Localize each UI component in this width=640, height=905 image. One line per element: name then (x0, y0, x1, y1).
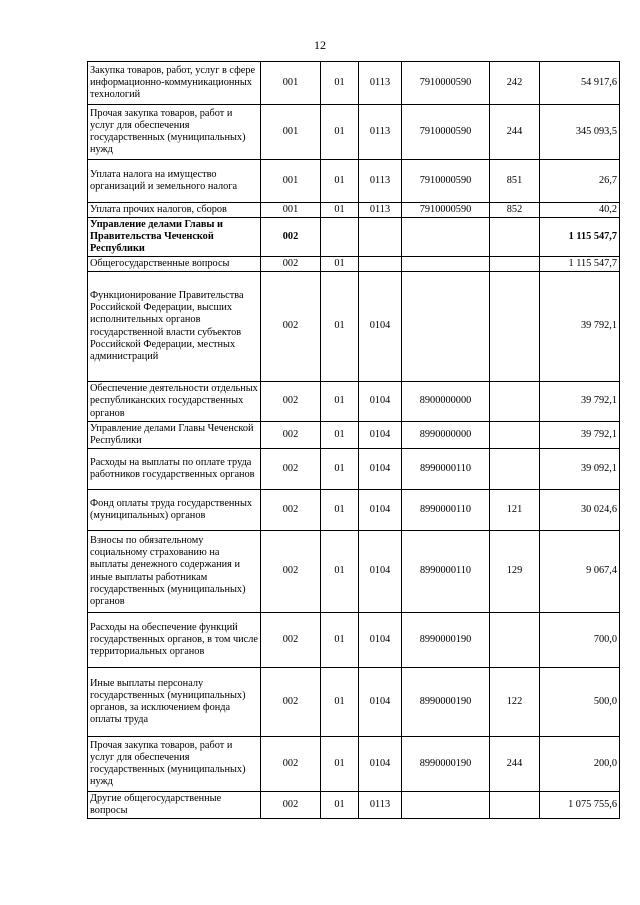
cell-rz: 01 (321, 668, 359, 737)
cell-amount: 39 792,1 (540, 422, 620, 449)
cell-rz: 01 (321, 792, 359, 819)
table-row (88, 490, 620, 531)
cell-rz: 01 (321, 272, 359, 382)
cell-pr: 0104 (359, 490, 402, 531)
cell-pr: 0104 (359, 613, 402, 668)
cell-amount: 700,0 (540, 613, 620, 668)
cell-rz: 01 (321, 105, 359, 160)
cell-ved: 002 (261, 792, 321, 819)
cell-amount: 500,0 (540, 668, 620, 737)
cell-rz: 01 (321, 613, 359, 668)
cell-ved: 001 (261, 203, 321, 218)
cell-ved: 002 (261, 613, 321, 668)
cell-rz: 01 (321, 531, 359, 613)
cell-name: Управление делами Главы и Правительства Чеченской Республики (88, 218, 261, 257)
cell-vr (490, 422, 540, 449)
cell-vr (490, 613, 540, 668)
cell-amount: 30 024,6 (540, 490, 620, 531)
budget-table (87, 61, 620, 819)
cell-vr: 851 (490, 160, 540, 203)
table-row (88, 203, 620, 218)
cell-rz: 01 (321, 422, 359, 449)
cell-pr: 0113 (359, 160, 402, 203)
page-number: 12 (314, 38, 326, 52)
cell-pr: 0104 (359, 449, 402, 490)
table-row (88, 160, 620, 203)
table-row (88, 531, 620, 613)
cell-amount: 1 075 755,6 (540, 792, 620, 819)
cell-ved: 001 (261, 160, 321, 203)
table-row (88, 272, 620, 382)
cell-csr (402, 218, 490, 257)
cell-ved: 001 (261, 62, 321, 105)
cell-pr: 0113 (359, 105, 402, 160)
cell-rz: 01 (321, 382, 359, 422)
cell-csr: 8990000190 (402, 613, 490, 668)
cell-csr: 8990000190 (402, 737, 490, 792)
cell-rz (321, 218, 359, 257)
cell-name: Другие общегосударственные вопросы (88, 792, 261, 819)
cell-amount: 40,2 (540, 203, 620, 218)
cell-csr: 8990000190 (402, 668, 490, 737)
cell-csr: 8990000110 (402, 449, 490, 490)
cell-amount: 26,7 (540, 160, 620, 203)
cell-vr (490, 382, 540, 422)
cell-csr (402, 792, 490, 819)
cell-csr (402, 272, 490, 382)
cell-amount: 39 092,1 (540, 449, 620, 490)
cell-vr (490, 218, 540, 257)
cell-pr: 0104 (359, 382, 402, 422)
cell-vr: 242 (490, 62, 540, 105)
table-row (88, 613, 620, 668)
table-row (88, 449, 620, 490)
cell-rz: 01 (321, 737, 359, 792)
table-row (88, 382, 620, 422)
cell-amount: 345 093,5 (540, 105, 620, 160)
cell-rz: 01 (321, 449, 359, 490)
cell-vr (490, 257, 540, 272)
cell-ved: 002 (261, 218, 321, 257)
cell-pr: 0104 (359, 668, 402, 737)
cell-rz: 01 (321, 160, 359, 203)
cell-amount: 9 067,4 (540, 531, 620, 613)
cell-csr: 8900000000 (402, 382, 490, 422)
cell-ved: 001 (261, 105, 321, 160)
cell-csr: 7910000590 (402, 160, 490, 203)
cell-ved: 002 (261, 490, 321, 531)
cell-csr: 7910000590 (402, 62, 490, 105)
cell-name: Иные выплаты персоналу государственных (муниципальных) органов, за исключением фонда оплаты труда (88, 668, 261, 737)
cell-vr: 244 (490, 737, 540, 792)
cell-rz: 01 (321, 203, 359, 218)
cell-ved: 002 (261, 668, 321, 737)
cell-amount: 54 917,6 (540, 62, 620, 105)
cell-name: Обеспечение деятельности отдельных республиканских государственных органов (88, 382, 261, 422)
cell-name: Уплата прочих налогов, сборов (88, 203, 261, 218)
cell-vr: 121 (490, 490, 540, 531)
table-row (88, 737, 620, 792)
cell-name: Прочая закупка товаров, работ и услуг для обеспечения государственных (муниципальных) нужд (88, 105, 261, 160)
cell-vr: 852 (490, 203, 540, 218)
cell-pr: 0113 (359, 62, 402, 105)
cell-name: Общегосударственные вопросы (88, 257, 261, 272)
cell-ved: 002 (261, 737, 321, 792)
cell-name: Функционирование Правительства Российской Федерации, высших исполнительных органов государственной власти субъектов Российской Федерации, местных администраций (88, 272, 261, 382)
cell-name: Расходы на выплаты по оплате труда работников государственных органов (88, 449, 261, 490)
cell-amount: 1 115 547,7 (540, 218, 620, 257)
cell-name: Закупка товаров, работ, услуг в сфере информационно-коммуникационных технологий (88, 62, 261, 105)
cell-ved: 002 (261, 257, 321, 272)
cell-rz: 01 (321, 62, 359, 105)
cell-pr: 0113 (359, 792, 402, 819)
cell-vr: 244 (490, 105, 540, 160)
cell-name: Взносы по обязательному социальному страхованию на выплаты денежного содержания и иные выплаты работникам государственных (муниципальных) органов (88, 531, 261, 613)
cell-pr (359, 218, 402, 257)
cell-csr: 7910000590 (402, 105, 490, 160)
table-row (88, 105, 620, 160)
cell-name: Управление делами Главы Чеченской Республики (88, 422, 261, 449)
cell-name: Прочая закупка товаров, работ и услуг для обеспечения государственных (муниципальных) нужд (88, 737, 261, 792)
cell-ved: 002 (261, 382, 321, 422)
table-row (88, 62, 620, 105)
table-row (88, 218, 620, 257)
cell-pr (359, 257, 402, 272)
cell-name: Расходы на обеспечение функций государственных органов, в том числе территориальных органов (88, 613, 261, 668)
cell-amount: 1 115 547,7 (540, 257, 620, 272)
table-row (88, 257, 620, 272)
cell-pr: 0104 (359, 737, 402, 792)
table-row (88, 422, 620, 449)
cell-csr: 8990000110 (402, 531, 490, 613)
cell-ved: 002 (261, 422, 321, 449)
cell-vr: 122 (490, 668, 540, 737)
cell-vr (490, 449, 540, 490)
cell-ved: 002 (261, 449, 321, 490)
cell-pr: 0104 (359, 422, 402, 449)
cell-amount: 39 792,1 (540, 382, 620, 422)
cell-vr: 129 (490, 531, 540, 613)
cell-name: Фонд оплаты труда государственных (муниципальных) органов (88, 490, 261, 531)
cell-csr: 7910000590 (402, 203, 490, 218)
cell-ved: 002 (261, 531, 321, 613)
cell-name: Уплата налога на имущество организаций и земельного налога (88, 160, 261, 203)
cell-pr: 0104 (359, 272, 402, 382)
cell-csr: 8990000000 (402, 422, 490, 449)
table-row (88, 792, 620, 819)
cell-amount: 39 792,1 (540, 272, 620, 382)
cell-csr (402, 257, 490, 272)
cell-vr (490, 272, 540, 382)
cell-rz: 01 (321, 490, 359, 531)
cell-csr: 8990000110 (402, 490, 490, 531)
cell-ved: 002 (261, 272, 321, 382)
table-row (88, 668, 620, 737)
cell-amount: 200,0 (540, 737, 620, 792)
cell-vr (490, 792, 540, 819)
cell-pr: 0104 (359, 531, 402, 613)
cell-pr: 0113 (359, 203, 402, 218)
cell-rz: 01 (321, 257, 359, 272)
